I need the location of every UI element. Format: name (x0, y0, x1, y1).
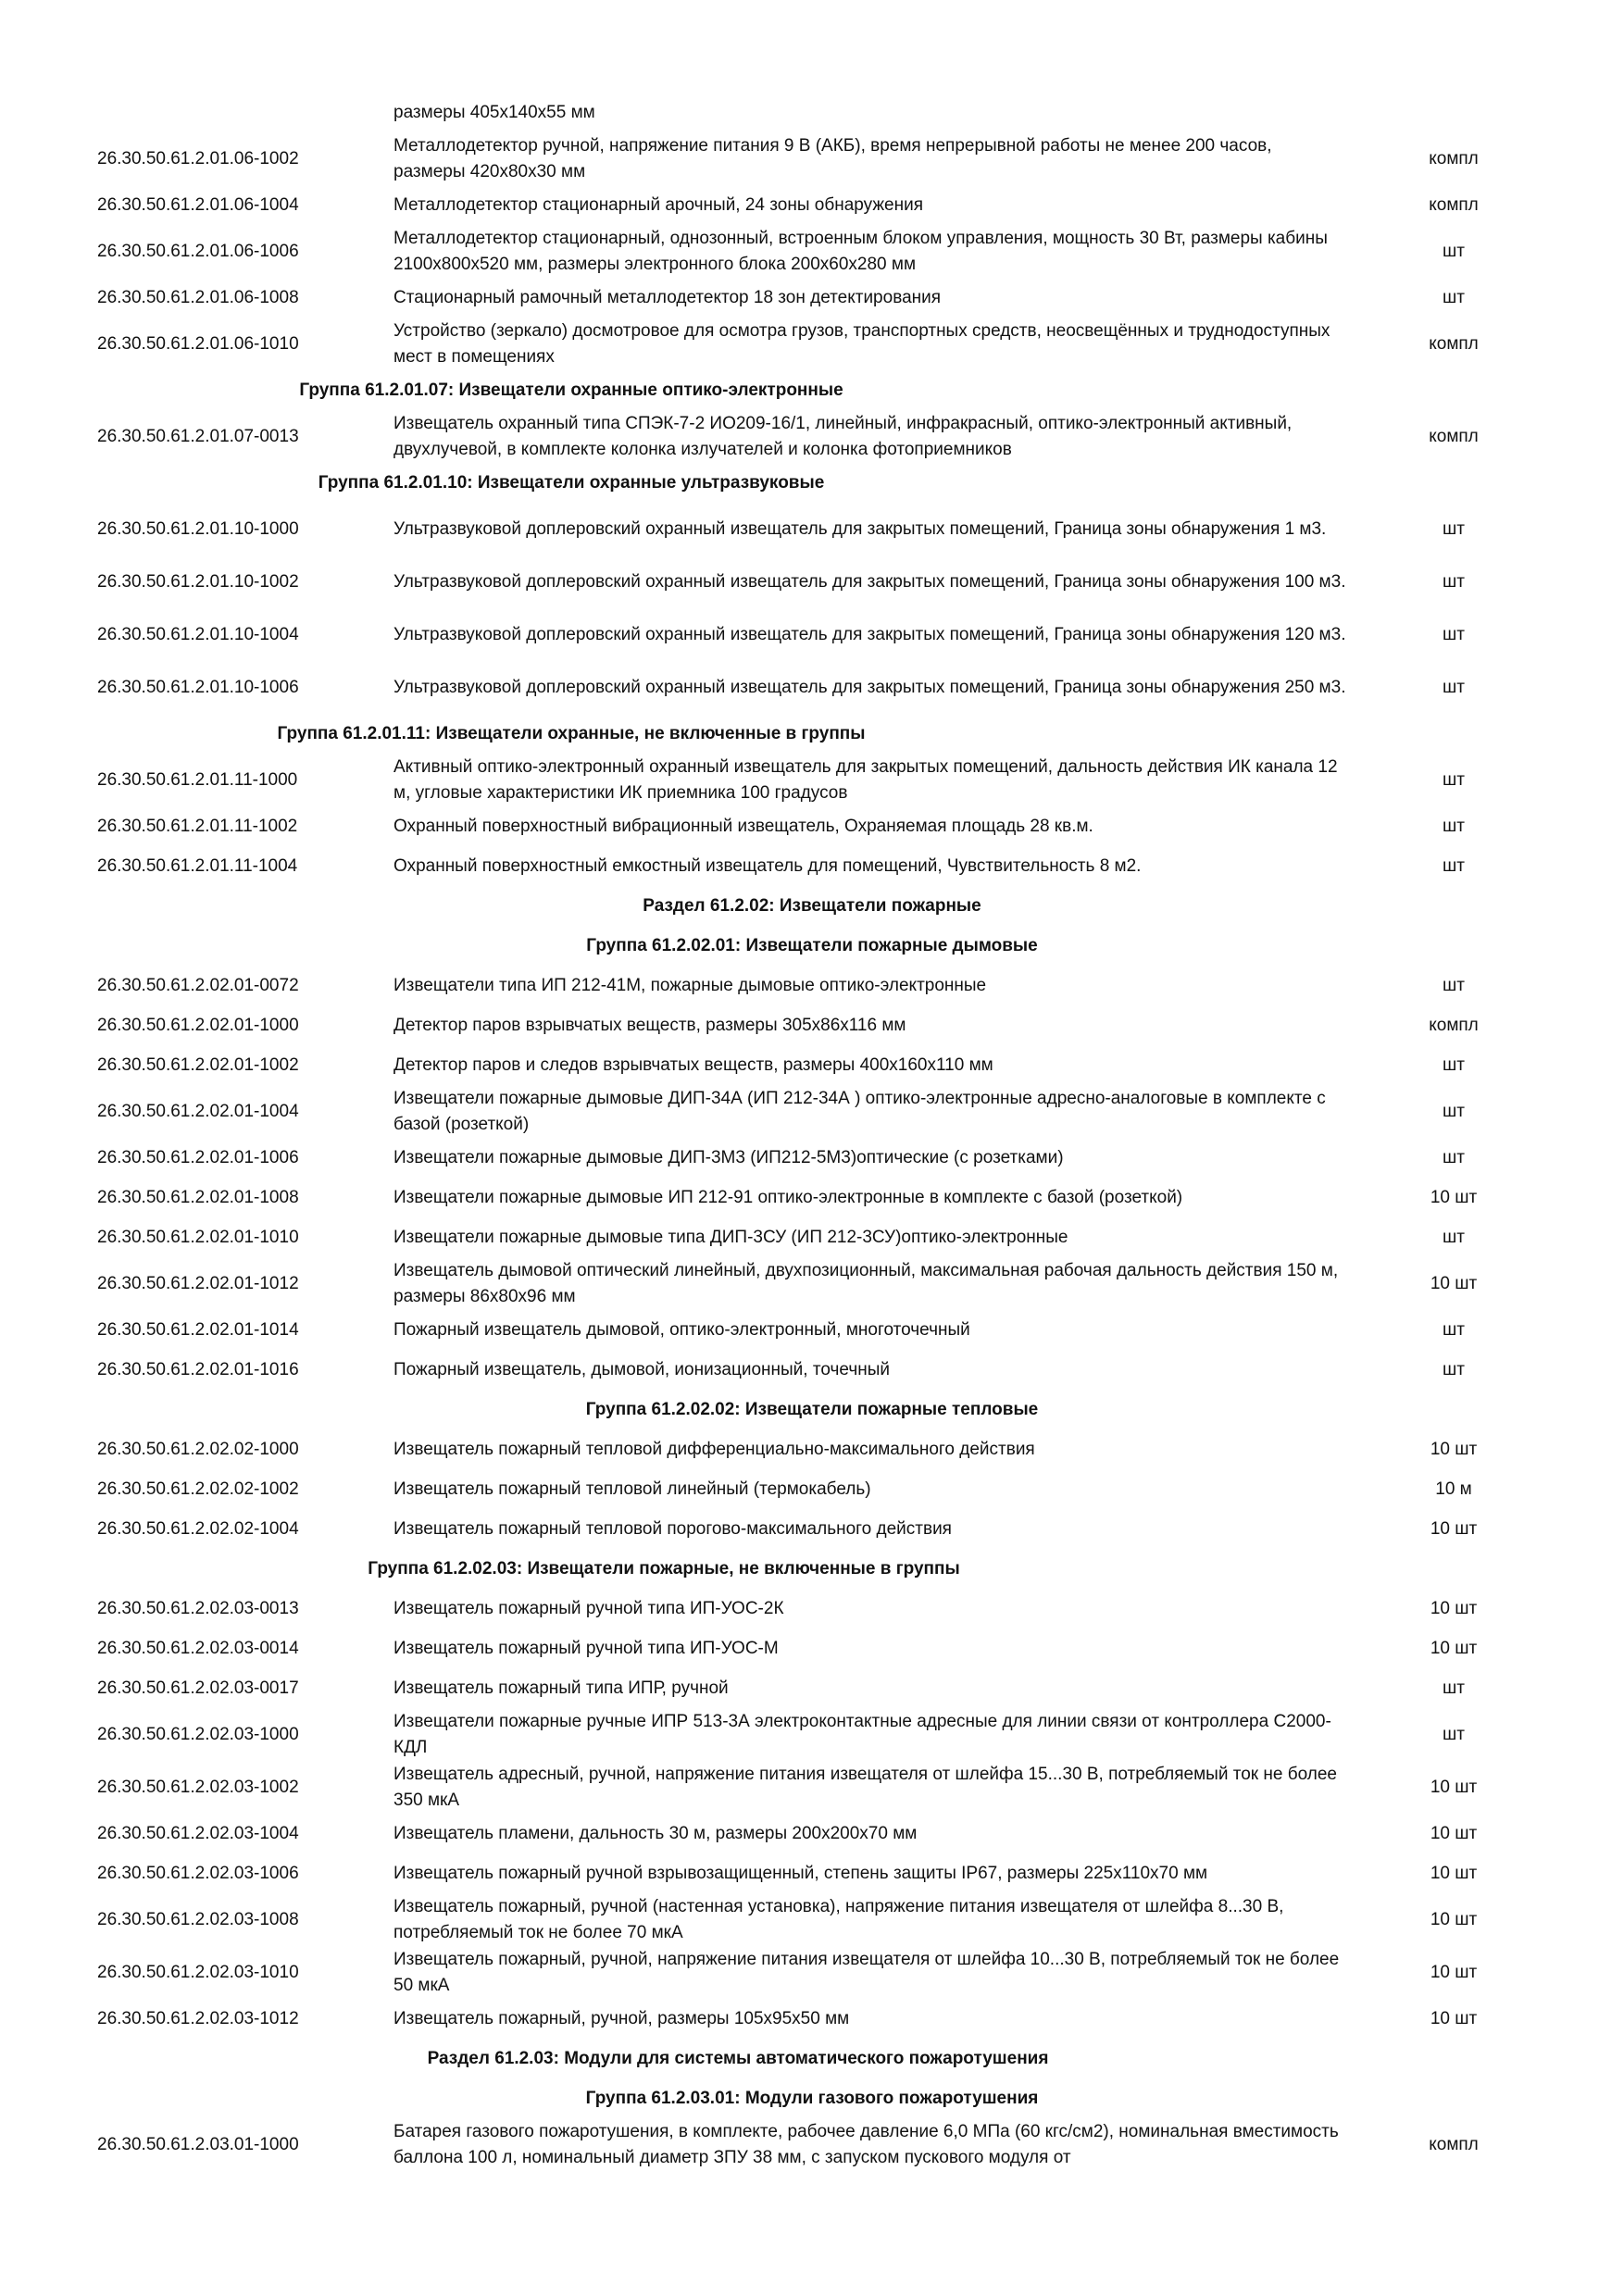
item-description: Извещатель пожарный, ручной, напряжение питания извещателя от шлейфа 10...30 В, потребляемый ток не более 50 мкА (394, 1949, 1340, 1995)
item-description: Извещатели пожарные дымовые типа ДИП-3СУ (ИП 212-3СУ)оптико-электронные (394, 1227, 1068, 1247)
item-description: Извещатели пожарные дымовые ДИП-34А (ИП 212-34А ) оптико-электронные адресно-аналоговые в комплекте с базой (розеткой) (394, 1088, 1326, 1134)
item-description: Извещатель пожарный тепловой порогово-максимального действия (394, 1518, 952, 1539)
table-row (0, 1761, 1624, 1814)
table-row (0, 1708, 1624, 1761)
item-code: 26.30.50.61.2.01.10-1002 (97, 571, 299, 592)
item-code: 26.30.50.61.2.02.02-1000 (97, 1439, 299, 1459)
table-row (0, 1999, 1624, 2039)
item-unit: компл (1429, 333, 1479, 354)
item-code: 26.30.50.61.2.02.02-1004 (97, 1518, 299, 1539)
item-code: 26.30.50.61.2.01.06-1006 (97, 241, 299, 261)
table-row (0, 555, 1624, 608)
item-code: 26.30.50.61.2.02.03-1006 (97, 1863, 299, 1883)
group-header (0, 926, 1624, 966)
header-title: Раздел 61.2.02: Извещатели пожарные (643, 895, 981, 916)
table-row (0, 754, 1624, 806)
item-code: 26.30.50.61.2.03.01-1000 (97, 2134, 299, 2154)
item-unit: шт (1443, 855, 1465, 876)
header-title: Раздел 61.2.03: Модули для системы автоматического пожаротушения (427, 2048, 1049, 2068)
item-description: Извещатель дымовой оптический линейный, двухпозиционный, максимальная рабочая дальность действия 150 м, размеры 86x80x96 мм (394, 1260, 1339, 1306)
item-unit: шт (1443, 1678, 1465, 1698)
item-unit: 10 шт (1430, 1638, 1478, 1658)
item-description: Ультразвуковой доплеровский охранный извещатель для закрытых помещений, Граница зоны обнаружения 120 м3. (394, 624, 1346, 644)
item-code: 26.30.50.61.2.01.11-1000 (97, 769, 298, 790)
table-row (0, 1668, 1624, 1708)
item-unit: шт (1443, 1319, 1465, 1340)
table-row (0, 1893, 1624, 1946)
table-row (0, 1509, 1624, 1549)
table-row (0, 1045, 1624, 1085)
item-code: 26.30.50.61.2.01.11-1004 (97, 855, 298, 876)
table-row (0, 661, 1624, 714)
item-code: 26.30.50.61.2.02.03-1010 (97, 1962, 299, 1982)
header-title: Группа 61.2.02.02: Извещатели пожарные тепловые (585, 1399, 1039, 1419)
item-unit: 10 шт (1430, 1777, 1478, 1797)
item-description: Извещатель пожарный тепловой дифференциально-максимального действия (394, 1439, 1035, 1459)
item-unit: шт (1443, 1054, 1465, 1075)
table-row (0, 2118, 1624, 2171)
header-title: Группа 61.2.01.07: Извещатели охранные оптико-электронные (299, 380, 843, 400)
table-row (0, 278, 1624, 318)
table-row (0, 225, 1624, 278)
table-row (0, 846, 1624, 886)
table-row (0, 1853, 1624, 1893)
group-header (0, 463, 1624, 503)
table-row (0, 132, 1624, 185)
item-description: Извещатель пожарный ручной типа ИП-УОС-М (394, 1638, 779, 1658)
item-description: Стационарный рамочный металлодетектор 18 зон детектирования (394, 287, 942, 307)
item-unit: 10 шт (1430, 2008, 1478, 2028)
group-header (0, 370, 1624, 410)
item-code: 26.30.50.61.2.02.01-1010 (97, 1227, 299, 1247)
item-code: 26.30.50.61.2.01.06-1008 (97, 287, 299, 307)
item-description: Пожарный извещатель дымовой, оптико-электронный, многоточечный (394, 1319, 970, 1340)
item-unit: шт (1443, 1147, 1465, 1167)
document-table (0, 93, 1624, 2171)
item-unit: шт (1443, 975, 1465, 995)
item-code: 26.30.50.61.2.01.06-1002 (97, 148, 299, 168)
item-unit: компл (1429, 1015, 1479, 1035)
item-code: 26.30.50.61.2.01.10-1004 (97, 624, 299, 644)
item-unit: шт (1443, 518, 1465, 539)
item-code: 26.30.50.61.2.02.01-1014 (97, 1319, 299, 1340)
table-row (0, 1005, 1624, 1045)
item-description: Детектор паров и следов взрывчатых веществ, размеры 400x160x110 мм (394, 1054, 993, 1075)
item-code: 26.30.50.61.2.02.02-1002 (97, 1479, 299, 1499)
item-unit: компл (1429, 148, 1479, 168)
table-row (0, 1814, 1624, 1853)
item-code: 26.30.50.61.2.01.10-1000 (97, 518, 299, 539)
item-code: 26.30.50.61.2.02.01-1016 (97, 1359, 299, 1379)
item-unit: шт (1443, 677, 1465, 697)
item-code: 26.30.50.61.2.02.03-0013 (97, 1598, 299, 1618)
item-code: 26.30.50.61.2.02.01-1006 (97, 1147, 299, 1167)
group-header (0, 2078, 1624, 2118)
item-unit: 10 шт (1430, 1439, 1478, 1459)
item-code: 26.30.50.61.2.02.01-1004 (97, 1101, 299, 1121)
group-header (0, 1390, 1624, 1429)
item-description: Извещатель пожарный ручной типа ИП-УОС-2К (394, 1598, 784, 1618)
item-unit: компл (1429, 194, 1479, 215)
item-description: Металлодетектор ручной, напряжение питания 9 В (АКБ), время непрерывной работы не менее 200 часов, размеры 420x80x30 мм (394, 135, 1272, 181)
table-row (0, 503, 1624, 555)
item-unit: 10 шт (1430, 1518, 1478, 1539)
item-code: 26.30.50.61.2.02.03-1004 (97, 1823, 299, 1843)
item-unit: шт (1443, 1359, 1465, 1379)
group-header (0, 1549, 1624, 1589)
item-code: 26.30.50.61.2.02.01-1000 (97, 1015, 299, 1035)
item-description: Извещатель пожарный ручной взрывозащищенный, степень защиты IP67, размеры 225x110x70 мм (394, 1863, 1208, 1883)
item-code: 26.30.50.61.2.02.03-1000 (97, 1724, 299, 1744)
item-description: Детектор паров взрывчатых веществ, размеры 305x86x116 мм (394, 1015, 906, 1035)
item-unit: шт (1443, 769, 1465, 790)
item-description: Извещатель пожарный, ручной (настенная установка), напряжение питания извещателя от шлейфа 8...30 В, потребляемый ток не более 70 мкА (394, 1896, 1284, 1942)
table-row (0, 1589, 1624, 1628)
table-row (0, 1257, 1624, 1310)
table-row (0, 1310, 1624, 1350)
table-row (0, 1085, 1624, 1138)
item-unit: 10 шт (1430, 1187, 1478, 1207)
header-title: Группа 61.2.03.01: Модули газового пожаротушения (585, 2088, 1039, 2108)
item-unit: шт (1443, 1724, 1465, 1744)
item-description: Охранный поверхностный емкостный извещатель для помещений, Чувствительность 8 м2. (394, 855, 1142, 876)
table-row (0, 1178, 1624, 1217)
section-header (0, 886, 1624, 926)
item-code: 26.30.50.61.2.01.07-0013 (97, 426, 299, 446)
table-row (0, 93, 1624, 132)
group-header (0, 714, 1624, 754)
item-code: 26.30.50.61.2.01.06-1010 (97, 333, 299, 354)
item-code: 26.30.50.61.2.01.06-1004 (97, 194, 299, 215)
item-description: Ультразвуковой доплеровский охранный извещатель для закрытых помещений, Граница зоны обнаружения 100 м3. (394, 571, 1346, 592)
item-code: 26.30.50.61.2.02.01-1012 (97, 1273, 299, 1293)
section-header (0, 2039, 1624, 2078)
table-row (0, 1217, 1624, 1257)
item-unit: шт (1443, 287, 1465, 307)
item-description: Извещатели пожарные дымовые ДИП-3М3 (ИП212-5М3)оптические (с розетками) (394, 1147, 1064, 1167)
item-unit: 10 шт (1430, 1598, 1478, 1618)
item-description: Охранный поверхностный вибрационный извещатель, Охраняемая площадь 28 кв.м. (394, 816, 1093, 836)
item-description: Устройство (зеркало) досмотровое для осмотра грузов, транспортных средств, неосвещённых и труднодоступных мест в помещениях (394, 320, 1330, 367)
item-description: Активный оптико-электронный охранный извещатель для закрытых помещений, дальность действия ИК канала 12 м, угловые характеристики ИК приемника 100 градусов (394, 756, 1338, 803)
item-code: 26.30.50.61.2.02.01-0072 (97, 975, 299, 995)
item-code: 26.30.50.61.2.01.10-1006 (97, 677, 299, 697)
item-unit: шт (1443, 624, 1465, 644)
item-code: 26.30.50.61.2.02.03-1008 (97, 1909, 299, 1929)
item-description: Ультразвуковой доплеровский охранный извещатель для закрытых помещений, Граница зоны обнаружения 1 м3. (394, 518, 1327, 539)
item-unit: 10 шт (1430, 1823, 1478, 1843)
item-description: размеры 405x140x55 мм (394, 102, 595, 122)
item-description: Извещатели пожарные дымовые ИП 212-91 оптико-электронные в комплекте с базой (розеткой) (394, 1187, 1183, 1207)
item-unit: 10 шт (1430, 1962, 1478, 1982)
item-description: Извещатель пламени, дальность 30 м, размеры 200x200x70 мм (394, 1823, 918, 1843)
item-description: Металлодетектор стационарный, однозонный, встроенным блоком управления, мощность 30 Вт, размеры кабины 2100x800x520 мм, размеры электронного блока 200x60x280 мм (394, 228, 1328, 274)
item-description: Пожарный извещатель, дымовой, ионизационный, точечный (394, 1359, 890, 1379)
table-row (0, 1429, 1624, 1469)
table-row (0, 806, 1624, 846)
item-unit: шт (1443, 816, 1465, 836)
table-row (0, 966, 1624, 1005)
table-row (0, 1350, 1624, 1390)
item-unit: 10 шт (1430, 1909, 1478, 1929)
table-row (0, 410, 1624, 463)
item-code: 26.30.50.61.2.02.01-1008 (97, 1187, 299, 1207)
item-description: Извещатель пожарный тепловой линейный (термокабель) (394, 1479, 871, 1499)
item-unit: 10 м (1435, 1479, 1472, 1499)
item-description: Металлодетектор стационарный арочный, 24 зоны обнаружения (394, 194, 924, 215)
table-row (0, 1946, 1624, 1999)
item-description: Извещатели пожарные ручные ИПР 513-3А электроконтактные адресные для линии связи от контроллера С2000-КДЛ (394, 1711, 1331, 1757)
item-code: 26.30.50.61.2.02.03-1012 (97, 2008, 299, 2028)
table-row (0, 1469, 1624, 1509)
item-unit: шт (1443, 571, 1465, 592)
table-row (0, 1138, 1624, 1178)
item-unit: шт (1443, 1101, 1465, 1121)
item-unit: шт (1443, 1227, 1465, 1247)
item-unit: шт (1443, 241, 1465, 261)
item-description: Извещатели типа ИП 212-41М, пожарные дымовые оптико-электронные (394, 975, 987, 995)
table-row (0, 318, 1624, 370)
item-description: Батарея газового пожаротушения, в комплекте, рабочее давление 6,0 МПа (60 кгс/см2), номинальная вместимость баллона 100 л, номинальный диаметр ЗПУ 38 мм, с запуском пускового модуля от (394, 2121, 1339, 2167)
header-title: Группа 61.2.02.03: Извещатели пожарные, не включенные в группы (368, 1558, 960, 1578)
item-unit: компл (1429, 426, 1479, 446)
item-code: 26.30.50.61.2.01.11-1002 (97, 816, 298, 836)
item-code: 26.30.50.61.2.02.03-0017 (97, 1678, 299, 1698)
item-description: Извещатель пожарный, ручной, размеры 105x95x50 мм (394, 2008, 850, 2028)
item-code: 26.30.50.61.2.02.01-1002 (97, 1054, 299, 1075)
item-code: 26.30.50.61.2.02.03-1002 (97, 1777, 299, 1797)
item-code: 26.30.50.61.2.02.03-0014 (97, 1638, 299, 1658)
item-unit: 10 шт (1430, 1273, 1478, 1293)
header-title: Группа 61.2.01.11: Извещатели охранные, не включенные в группы (277, 723, 866, 743)
item-description: Ультразвуковой доплеровский охранный извещатель для закрытых помещений, Граница зоны обнаружения 250 м3. (394, 677, 1346, 697)
table-row (0, 608, 1624, 661)
item-unit: 10 шт (1430, 1863, 1478, 1883)
item-description: Извещатель пожарный типа ИПР, ручной (394, 1678, 729, 1698)
item-description: Извещатель адресный, ручной, напряжение питания извещателя от шлейфа 15...30 В, потребляемый ток не более 350 мкА (394, 1764, 1337, 1810)
item-description: Извещатель охранный типа СПЭК-7-2 ИО209-16/1, линейный, инфракрасный, оптико-электронный активный, двухлучевой, в комплекте колонка излучателей и колонка фотоприемников (394, 413, 1293, 459)
table-row (0, 1628, 1624, 1668)
table-row (0, 185, 1624, 225)
header-title: Группа 61.2.01.10: Извещатели охранные ультразвуковые (318, 472, 825, 493)
header-title: Группа 61.2.02.01: Извещатели пожарные дымовые (586, 935, 1038, 955)
item-unit: компл (1429, 2134, 1479, 2154)
